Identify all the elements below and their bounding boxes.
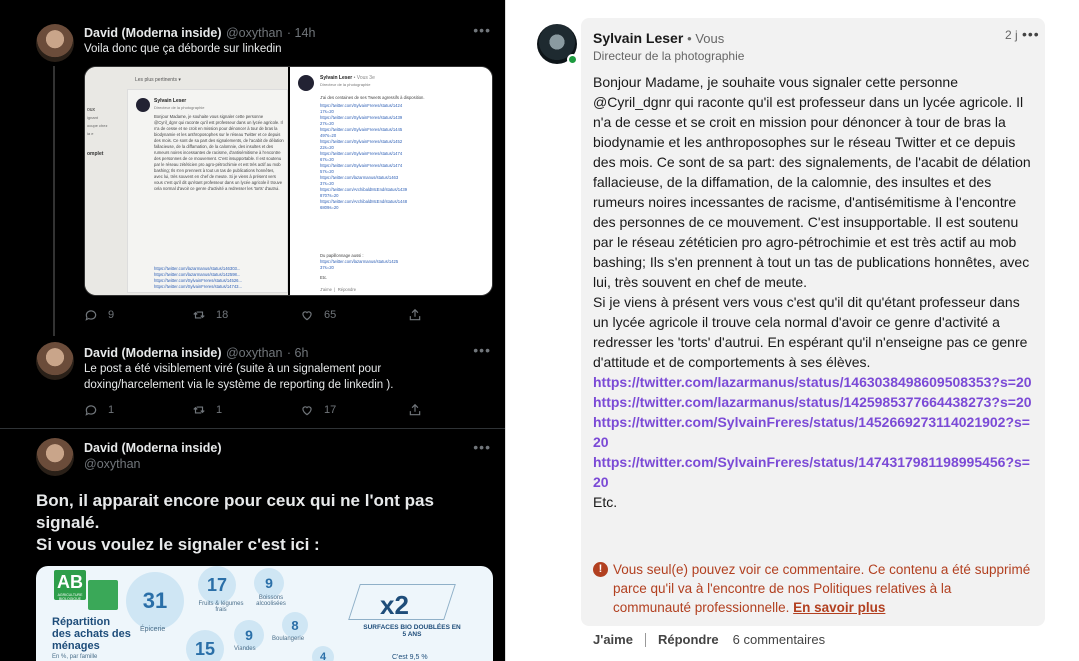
tweet-media[interactable] bbox=[84, 66, 493, 296]
user-handle[interactable]: @oxythan bbox=[225, 26, 283, 40]
online-status-icon bbox=[567, 54, 578, 65]
share-button[interactable] bbox=[408, 308, 505, 322]
author-name-text[interactable]: Sylvain Leser bbox=[593, 30, 684, 46]
like-button[interactable] bbox=[300, 403, 408, 417]
share-icon bbox=[408, 308, 422, 322]
comment-time: 2 j bbox=[1005, 28, 1018, 42]
retweet-count: 18 bbox=[216, 309, 229, 321]
heart-icon bbox=[300, 403, 314, 417]
bubble-4: 4 bbox=[312, 646, 334, 661]
comment-link[interactable]: https://twitter.com/SylvainFreres/status/1474317981198995456?s=20 bbox=[593, 454, 1030, 490]
infographic-subtitle: En %, par famille bbox=[52, 654, 98, 660]
comment-paragraph-2: Si je viens à présent vers vous c'est qu'il dit qu'étant professeur dans un lycée agricole il trouve cela normal d'avoir ce genre d'activité a redresser les 'torts' d'autrui. En espérant qu'il n'enseigne pas ce genre d'attitude et de comportements à ses élèves. bbox=[593, 294, 1028, 370]
avatar[interactable] bbox=[36, 24, 74, 62]
retweet-icon bbox=[192, 308, 206, 322]
tweet-header bbox=[84, 441, 222, 471]
comments-count[interactable]: 6 commentaires bbox=[732, 632, 826, 647]
avatar[interactable] bbox=[36, 438, 74, 476]
more-icon[interactable]: ••• bbox=[473, 22, 491, 38]
bubble-boulangerie: 8 bbox=[282, 612, 308, 638]
reply-button[interactable]: Répondre bbox=[657, 632, 719, 647]
like-button[interactable] bbox=[300, 308, 408, 322]
share-icon bbox=[408, 403, 422, 417]
author-name[interactable] bbox=[593, 30, 724, 46]
bottom-text: C'est 9,5 % bbox=[392, 654, 428, 661]
reply-button[interactable] bbox=[84, 403, 192, 417]
label-fruits: Fruits & légumes frais bbox=[198, 601, 244, 613]
retweet-icon bbox=[192, 403, 206, 417]
like-button[interactable]: J'aime bbox=[593, 632, 633, 647]
label-boissons: Boissons alcoolisées bbox=[256, 595, 286, 607]
avatar[interactable] bbox=[36, 342, 74, 380]
tweet-header bbox=[84, 344, 308, 362]
reply-button[interactable] bbox=[84, 308, 192, 322]
more-icon[interactable]: ••• bbox=[473, 342, 491, 358]
comment-link[interactable]: https://twitter.com/lazarmanus/status/1463038498609508353?s=20 bbox=[593, 374, 1032, 390]
comment-actions bbox=[593, 632, 825, 647]
infographic-title: Répartition des achats des ménages bbox=[52, 616, 131, 652]
user-handle[interactable]: @oxythan bbox=[225, 346, 283, 360]
retweet-button[interactable] bbox=[192, 403, 300, 417]
retweet-button[interactable] bbox=[192, 308, 300, 322]
tweet-time[interactable]: · 6h bbox=[286, 346, 309, 360]
screenshot-left: Les plus pertinents ▾ Sylvain Leser Directeur de la photographie Bonjour Madame, je souhaite vous signaler cette personne @Cyril_dgnr qui raconte qu'il est professeur dans un lycée agricole. Il n'a de cesse et se croit en mission pour dénoncer à tour de bras la biodynamie et les anthroposophes sur le réseau Twitter et ce depuis des mois. Ce sont de sa part des signalements, de l'acabit de délation fallacieuse, de la diffamation, de la calomnie, des insultes et des rumeurs noires incessantes de racisme, d'antisémitisme à l'encontre des personnes de ce mouvement. C'est insupportable. Il est soutenu par le réseau zététicien pro agro-pétrochimie et est très actif au mob bashing; Ils s'en prennent à tout un tas de publications honnêtes, avec lui, très souvent en chef de meute. Si je viens à présent vers vous c'est qu'il dit qu'étant professeur dans un lycée agricole il trouve cela normal d'avoir ce genre d'activité a redresser les 'torts' d'autrui. https://twitter.com/lazarmanus/status/146303... https://twitter.com/lazarmanus/status/142598... https://twitter.com/SylvainFreres/status/14526... https://twitter.com/SylvainFreres/status/14743... oux ignant ocupe chez ia e omplet bbox=[85, 67, 288, 296]
label-viandes: Viandes bbox=[234, 646, 256, 652]
comment-paragraph-1: Bonjour Madame, je souhaite vous signaler cette personne @Cyril_dgnr qui raconte qu'il est professeur dans un lycée agricole. Il n'a de cesse et se croit en mission pour dénoncer à tour de bras la biodynamie et les anthroposophes sur le réseau Twitter et ce depuis des mois. Ce sont de sa part: des signalements, de l'acabit de délation fallacieuse, de la diffamation, de la calomnie, des insultes et des rumeurs noires incessantes de racisme, d'antisémitisme à l'encontre des personnes de ce mouvement. C'est insupportable. Il est soutenu par le réseau zététicien pro agro-pétrochimie et est très actif au mob bashing; Ils s'en prennent à tout un tas de publications honnêtes, avec lui, très souvent en chef de meute. bbox=[593, 74, 1031, 290]
retweet-count: 1 bbox=[216, 404, 223, 416]
warning-text: Vous seul(e) pouvez voir ce commentaire. Ce contenu a été supprimé parce qu'il va à l'encontre de nos Politiques relatives à la communauté professionnelle. bbox=[613, 562, 1031, 615]
label-epicerie: Épicerie bbox=[140, 626, 166, 633]
reply-count: 9 bbox=[108, 309, 115, 321]
tweet-actions bbox=[84, 403, 505, 417]
eu-bio-logo bbox=[88, 580, 118, 610]
bubble-viandes: 9 bbox=[234, 620, 264, 650]
more-icon[interactable]: ••• bbox=[1022, 26, 1040, 42]
tweet-media-infographic[interactable] bbox=[36, 566, 493, 661]
comment-body bbox=[593, 72, 1033, 512]
warning-icon: ! bbox=[593, 562, 608, 577]
heart-icon bbox=[300, 308, 314, 322]
reply-icon bbox=[84, 308, 98, 322]
divider bbox=[645, 633, 646, 647]
user-name[interactable]: David (Moderna inside) bbox=[84, 346, 222, 360]
user-name[interactable]: David (Moderna inside) bbox=[84, 441, 222, 455]
twitter-panel bbox=[0, 0, 505, 661]
tweet-text: Le post a été visiblement viré (suite à un signalement pour doxing/harcelement via le système de reporting de linkedin ). bbox=[84, 363, 394, 391]
ab-logo: AB bbox=[54, 570, 86, 600]
author-you-badge: • Vous bbox=[687, 31, 725, 46]
tweet-time[interactable]: · 14h bbox=[286, 26, 316, 40]
x2-label: SURFACES BIO DOUBLÉES EN 5 ANS bbox=[363, 624, 461, 638]
removed-warning bbox=[593, 560, 1033, 617]
tweet-text: Bon, il apparait encore pour ceux qui ne l'ont pas signalé. Si vous voulez le signaler c'est ici : bbox=[36, 491, 434, 554]
user-name[interactable]: David (Moderna inside) bbox=[84, 26, 222, 40]
comment-link[interactable]: https://twitter.com/lazarmanus/status/1425985377664438273?s=20 bbox=[593, 394, 1032, 410]
bubble-boissons: 9 bbox=[254, 568, 284, 598]
like-count: 65 bbox=[324, 309, 337, 321]
x2-value: x2 bbox=[380, 590, 409, 620]
divider bbox=[505, 0, 535, 661]
learn-more-link[interactable]: En savoir plus bbox=[793, 600, 886, 615]
label-boulangerie: Boulangerie bbox=[272, 636, 305, 642]
linkedin-panel bbox=[535, 0, 1079, 661]
user-handle[interactable]: @oxythan bbox=[84, 457, 141, 471]
author-title: Directeur de la photographie bbox=[593, 49, 745, 63]
tweet-text: Voila donc que ça déborde sur linkedin bbox=[84, 43, 282, 55]
reply-count: 1 bbox=[108, 404, 115, 416]
tweet-actions bbox=[84, 308, 505, 322]
share-button[interactable] bbox=[408, 403, 505, 417]
tweet-header bbox=[84, 24, 315, 42]
comment-link[interactable]: https://twitter.com/SylvainFreres/status/1452669273114021902?s=20 bbox=[593, 414, 1030, 450]
comment-etc: Etc. bbox=[593, 494, 618, 510]
bubble-15: 15 bbox=[186, 630, 224, 661]
bubble-fruits: 17 bbox=[198, 566, 236, 604]
screenshot-right: Sylvain Leser • Vous 3e Directeur de la photographie J'ai des centaines de ses Tweets agressifs à disposition. https://twitter.com/SylvainFreres/status/1424 17s=20 https://twitter.com/SylvainFreres/status/1439 27s=20 https://twitter.com/SylvainFreres/status/1445 497s=20 https://twitter.com/SylvainFreres/status/1452 22s=20 https://twitter.com/SylvainFreres/status/1474 67s=20 https://twitter.com/SylvainFreres/status/1474 57s=20 https://twitter.com/lazarmanus/status/1463 37s=20 https://twitter.com/ArchibaldMcEnd/status/1439 8707s=20 https://twitter.com/ArchibaldMcEnd/status/1448 6809s=20 Du papillonnage aussi : https://twitter.com/lazarmanus/status/1425 37s=20 Etc. J'aime | Répondre bbox=[290, 67, 493, 296]
like-count: 17 bbox=[324, 404, 337, 416]
logo-subtitle: AGRICULTURE BIOLOGIQUE bbox=[57, 593, 83, 601]
bubble-epicerie: 31 bbox=[126, 572, 184, 630]
reply-icon bbox=[84, 403, 98, 417]
more-icon[interactable]: ••• bbox=[473, 439, 491, 455]
